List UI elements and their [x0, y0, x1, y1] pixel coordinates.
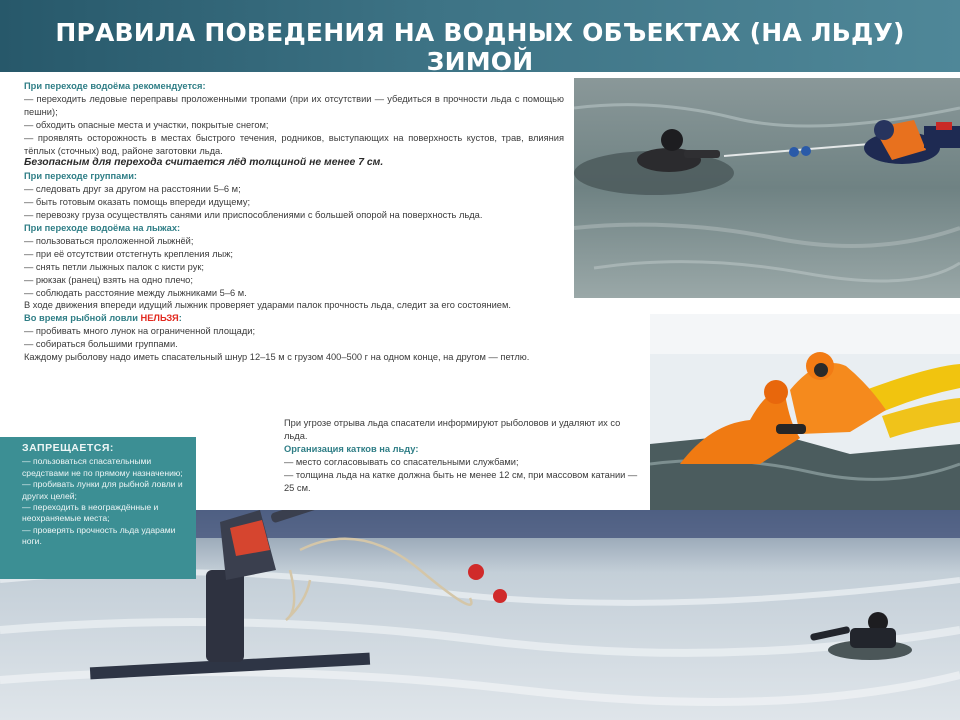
safe-thickness-note: Безопасным для перехода считается лёд толщиной не менее 7 см. — [24, 157, 384, 169]
photo-ice-rescue-rope — [574, 78, 960, 298]
list-item: — пробивать много лунок на ограниченной площади; — [24, 326, 256, 337]
list-item: — проявлять осторожность в местах быстрого течения, родников, выступающих на поверхность кустов, трав, влияния тёплых (сточных) вод, районе заготовки льда. — [24, 132, 564, 156]
list-item: — переходить ледовые переправы проложенными тропами (при их отсутствии — убедиться в прочности льда с помощью пешни); — [24, 93, 564, 117]
section-heading-rink: Организация катков на льду: — [284, 443, 419, 454]
section-heading-crossing: При переходе водоёма рекомендуется: — [24, 81, 206, 91]
forbidden-word: НЕЛЬЗЯ — [140, 313, 179, 324]
list-item: — соблюдать расстояние между лыжниками 5–6 м. — [24, 287, 247, 298]
forbidden-heading: ЗАПРЕЩАЕТСЯ: — [22, 442, 114, 454]
list-item: — перевозку груза осуществлять санями или приспособлениями с большей опорой на поверхность льда. — [24, 210, 483, 221]
ski-note: В ходе движения впереди идущий лыжник проверяет ударами палок прочность льда, следит за его состоянием. — [24, 300, 511, 311]
list-item: — следовать друг за другом на расстоянии 5–6 м; — [24, 184, 241, 195]
list-item: — пользоваться спасательными средствами не по прямому назначению; — [22, 456, 183, 478]
page-title: ПРАВИЛА ПОВЕДЕНИЯ НА ВОДНЫХ ОБЪЕКТАХ (НА ЛЬДУ) ЗИМОЙ — [55, 18, 905, 76]
list-item: — пробивать лунки для рыбной ловли и других целей; — [22, 479, 183, 501]
list-item: — рюкзак (ранец) взять на одно плечо; — [24, 274, 193, 285]
list-item: — снять петли лыжных палок с кисти рук; — [24, 261, 204, 272]
list-item: — толщина льда на катке должна быть не менее 12 см, при массовом катании — 25 см. — [284, 469, 638, 493]
list-item: — собираться большими группами. — [24, 339, 178, 350]
section-heading-skis: При переходе водоёма на лыжах: — [24, 222, 181, 233]
list-item: — переходить в неограждённые и неохраняемые места; — [22, 502, 159, 524]
section-heading-group: При переходе группами: — [24, 171, 138, 182]
forbidden-box — [0, 437, 196, 579]
section-heading-fishing — [24, 312, 564, 325]
list-item: — обходить опасные места и участки, покрытые снегом; — [24, 119, 269, 130]
list-item: — при её отсутствии отстегнуть крепления лыж; — [24, 248, 234, 259]
fishing-heading-prefix: Во время рыбной ловли — [24, 313, 141, 324]
list-item: — быть готовым оказать помощь впереди идущему; — [24, 197, 251, 208]
title-banner — [0, 0, 960, 76]
rink-text-block — [284, 417, 644, 494]
fishing-heading-suffix: : — [178, 313, 182, 324]
list-item: — пользоваться проложенной лыжнёй; — [24, 235, 194, 246]
fishing-note: Каждому рыболову надо иметь спасательный шнур 12–15 м с грузом 400–500 г на одном конце, на другом — петлю. — [24, 352, 530, 363]
list-item: — место согласовывать со спасательными службами; — [284, 456, 519, 467]
main-text-column — [24, 80, 564, 364]
ice-threat-note: При угрозе отрыва льда спасатели информируют рыболовов и удаляют их со льда. — [284, 418, 621, 441]
list-item: — проверять прочность льда ударами ноги. — [22, 524, 176, 547]
photo-orange-suits-rescue — [650, 314, 960, 510]
